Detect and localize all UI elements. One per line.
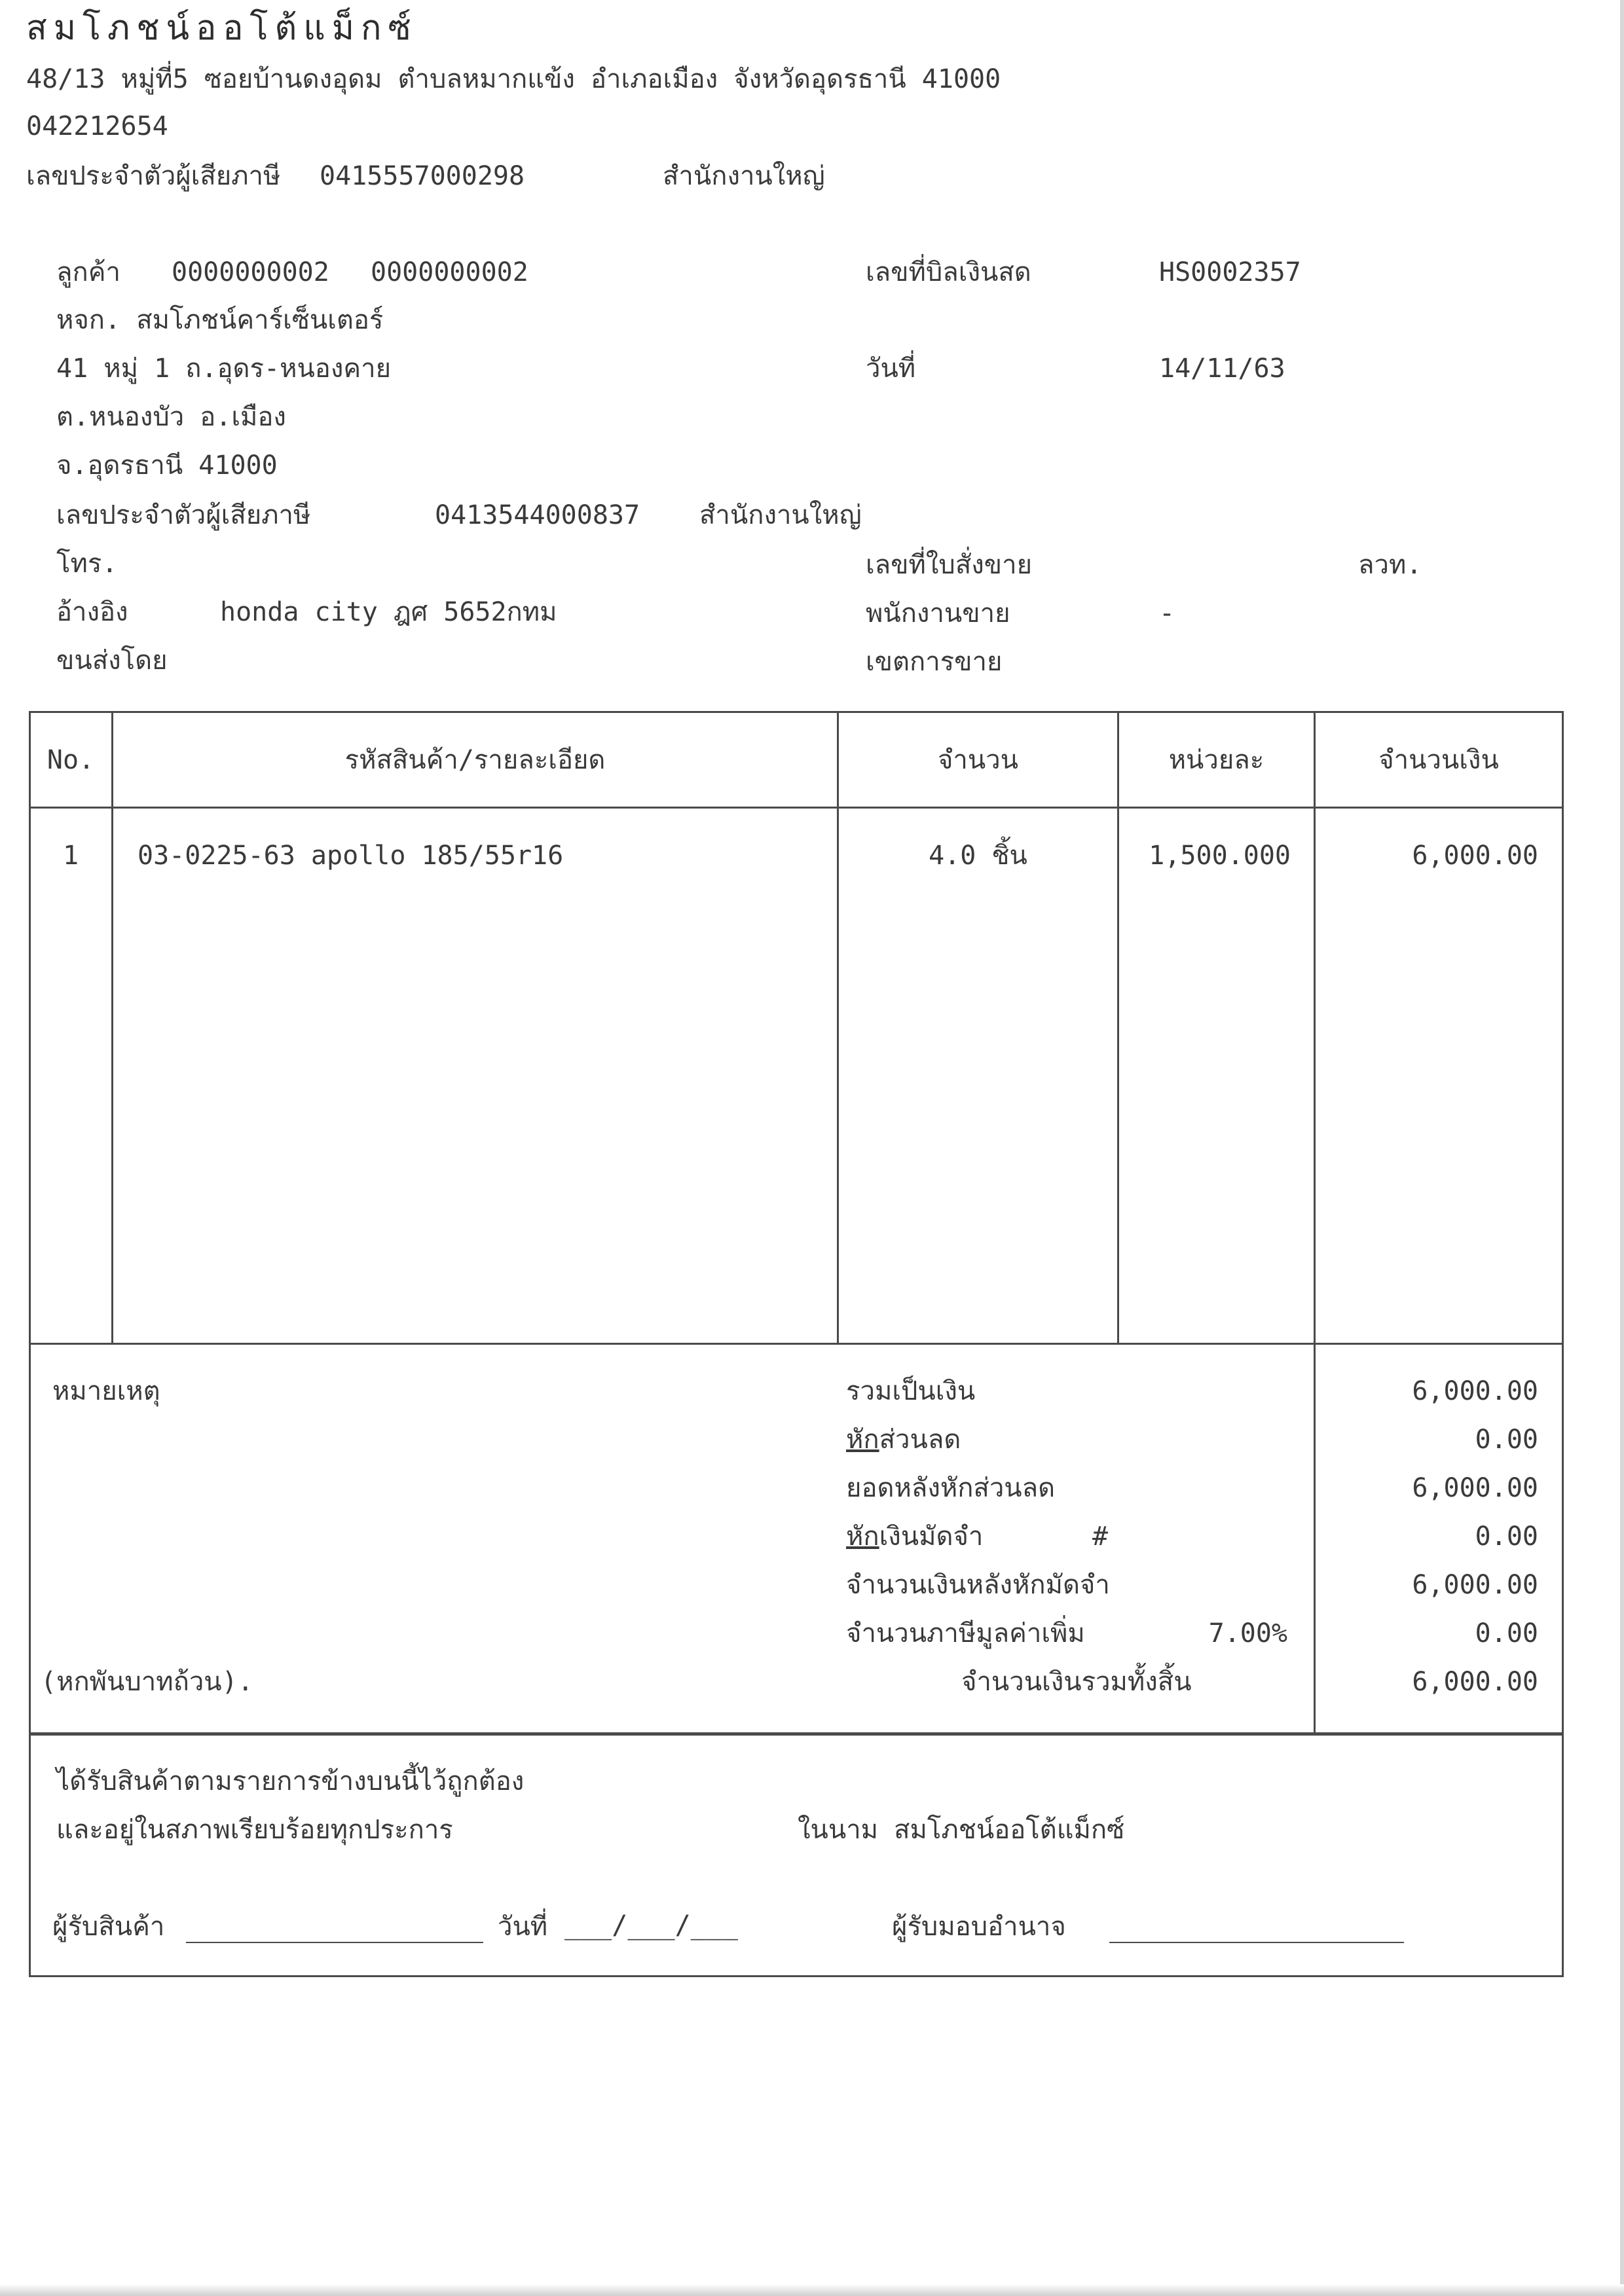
on-behalf-of: ในนาม สมโภชน์ออโต้แม็กซ์ (798, 1815, 1125, 1845)
items-header-divider (29, 807, 1564, 809)
deposit-value: 0.00 (1475, 1522, 1538, 1552)
row-unit-price: 1,500.000 (1149, 841, 1291, 871)
column-divider (1117, 711, 1119, 1345)
column-divider (837, 711, 839, 1345)
salesperson-value: - (1159, 598, 1175, 629)
grand-total-value: 6,000.00 (1412, 1667, 1538, 1697)
customer-tax-id-label: เลขประจำตัวผู้เสียภาษี (56, 500, 311, 530)
company-address: 48/13 หมู่ที่5 ซอยบ้านดงอุดม ตำบลหมากแข้ง อำเภอเมือง จังหวัดอุดรธานี 41000 (26, 64, 1001, 94)
scan-edge-right (1620, 0, 1624, 2296)
after-discount-label: ยอดหลังหักส่วนลด (846, 1473, 1056, 1503)
grand-total-label: จำนวนเงินรวมทั้งสิ้น (961, 1667, 1192, 1697)
deposit-hash: # (1092, 1522, 1109, 1552)
after-discount-value: 6,000.00 (1412, 1473, 1538, 1503)
authorized-signature-line (1109, 1942, 1404, 1943)
sales-order-label: เลขที่ใบสั่งขาย (866, 550, 1033, 580)
bill-date: 14/11/63 (1159, 354, 1285, 384)
vat-label: จำนวนภาษีมูลค่าเพิ่ม (846, 1618, 1085, 1649)
customer-phone-label: โทร. (56, 549, 118, 579)
authorized-label: ผู้รับมอบอำนาจ (892, 1912, 1066, 1942)
header-amount: จำนวนเงิน (1378, 745, 1499, 775)
amount-in-words: (หกพันบาทถ้วน). (41, 1667, 253, 1697)
scan-edge-bottom (0, 2284, 1624, 2296)
header-unit-price: หน่วยละ (1168, 745, 1264, 775)
column-divider (1314, 711, 1316, 1345)
header-no: No. (46, 745, 95, 775)
row-quantity: 4.0 ชิ้น (929, 841, 1027, 871)
company-tax-id-label: เลขประจำตัวผู้เสียภาษี (26, 161, 281, 191)
ack-line-2: และอยู่ในสภาพเรียบร้อยทุกประการ (56, 1815, 453, 1845)
company-phone: 042212654 (26, 111, 168, 141)
discount-label: หักส่วนลด (846, 1425, 961, 1455)
bill-date-label: วันที่ (866, 354, 916, 384)
vat-rate: 7.00% (1208, 1618, 1287, 1649)
row-description: 03-0225-63 apollo 185/55r16 (138, 841, 564, 871)
customer-address-1: 41 หมู่ 1 ถ.อุดร-หนองคาย (56, 354, 392, 384)
company-branch: สำนักงานใหญ่ (663, 161, 825, 191)
customer-label: ลูกค้า (56, 257, 120, 287)
ack-line-1: ได้รับสินค้าตามรายการข้างบนนี้ไว้ถูกต้อง (56, 1766, 525, 1796)
company-tax-id: 0415557000298 (320, 161, 525, 191)
discount-value: 0.00 (1475, 1425, 1538, 1455)
company-name: สมโภชน์ออโต้แม็กซ์ (26, 9, 418, 48)
column-divider (111, 711, 113, 1345)
vat-value: 0.00 (1475, 1618, 1538, 1649)
row-amount: 6,000.00 (1412, 841, 1538, 871)
receiver-label: ผู้รับสินค้า (52, 1912, 165, 1942)
customer-name: หจก. สมโภชน์คาร์เซ็นเตอร์ (56, 305, 384, 335)
salesperson-label: พนักงานขาย (866, 598, 1010, 629)
reference-label: อ้างอิง (56, 597, 128, 627)
customer-tax-id: 0413544000837 (435, 500, 640, 530)
reference-value: honda city ฎศ 5652กทม (220, 597, 557, 627)
header-description: รหัสสินค้า/รายละเอียด (344, 745, 606, 775)
customer-branch: สำนักงานใหญ่ (699, 500, 862, 530)
customer-code-1: 0000000002 (172, 257, 329, 287)
bill-number: HS0002357 (1159, 257, 1301, 287)
receipt-date-label: วันที่ (498, 1912, 548, 1942)
deposit-label: หักเงินมัดจำ (846, 1522, 984, 1552)
customer-address-2: ต.หนองบัว อ.เมือง (56, 402, 286, 432)
shipping-label: ขนส่งโดย (56, 646, 168, 676)
receiver-signature-line (186, 1942, 483, 1943)
customer-code-2: 0000000002 (371, 257, 528, 287)
customer-address-3: จ.อุดรธานี 41000 (56, 450, 278, 481)
bill-number-label: เลขที่บิลเงินสด (866, 257, 1031, 287)
subtotal-value: 6,000.00 (1412, 1376, 1538, 1406)
sales-area-label: เขตการขาย (866, 647, 1003, 677)
after-deposit-label: จำนวนเงินหลังหักมัดจำ (846, 1570, 1110, 1600)
after-deposit-value: 6,000.00 (1412, 1570, 1538, 1600)
receipt-date-blank: ___/___/___ (564, 1910, 738, 1941)
header-quantity: จำนวน (937, 745, 1019, 775)
subtotal-label: รวมเป็นเงิน (846, 1376, 976, 1406)
sales-order-value: ลวท. (1358, 550, 1422, 580)
remark-label: หมายเหตุ (52, 1376, 160, 1406)
row-no: 1 (62, 841, 79, 871)
